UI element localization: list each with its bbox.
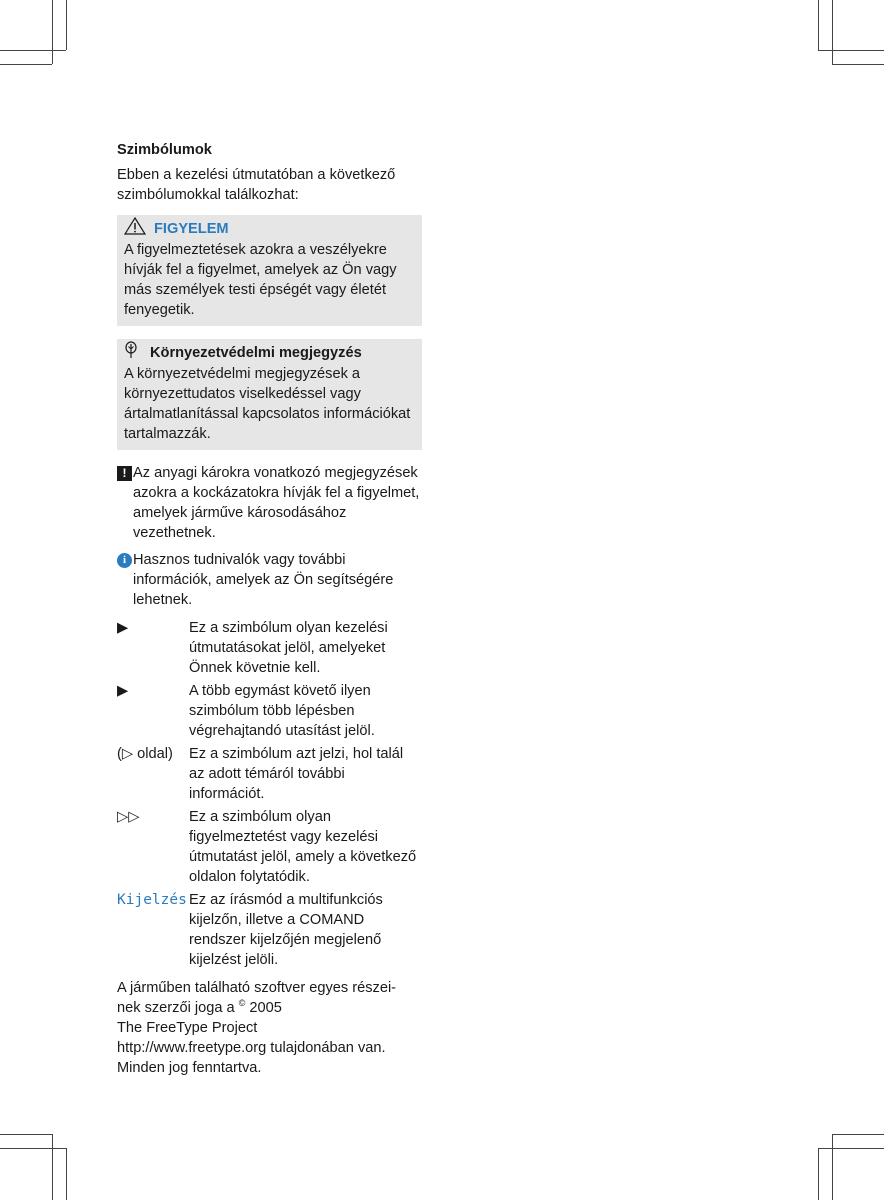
symbol-row: [117, 890, 422, 970]
symbol-instruction: ▶: [117, 683, 129, 699]
intro-text: Ebben a kezelési útmutatóban a következő szimbólumokkal találkozhat:: [117, 167, 396, 203]
crop-mark: [0, 1134, 52, 1135]
crop-mark: [52, 0, 53, 64]
page-content: [117, 140, 422, 1078]
crop-mark: [0, 64, 52, 65]
crop-mark: [832, 0, 833, 64]
symbol-continued: ▷▷: [117, 809, 140, 825]
copyright-symbol: ©: [238, 998, 246, 1008]
symbol-row: [117, 807, 422, 887]
info-note: [117, 550, 422, 610]
symbol-instruction: ▶: [117, 620, 129, 636]
copyright-line: Minden jog fenntartva.: [117, 1060, 262, 1076]
crop-mark: [66, 0, 67, 50]
copyright-line: [117, 998, 422, 1018]
crop-mark: [832, 1134, 833, 1200]
section-heading: Szimbólumok: [117, 142, 212, 158]
crop-mark: [818, 1148, 819, 1200]
info-icon: i: [117, 553, 132, 568]
symbol-description: A több egymást követő ilyen szimbólum több lépésben végrehajtandó utasítást jelöl.: [189, 683, 375, 739]
copyright-line: A járműben található szoftver egyes részei-: [117, 980, 397, 996]
symbol-description: Ez az írásmód a multifunkciós kijelzőn, illetve a COMAND rendszer kijelzőjén megjelenő kijelzést jelöli.: [189, 892, 383, 968]
symbol-row: [117, 681, 422, 741]
warning-title: FIGYELEM: [154, 221, 229, 237]
crop-mark: [818, 50, 884, 51]
environment-box: [117, 339, 422, 450]
warning-text: A figyelmeztetések azokra a veszélyekre hívják fel a figyelmet, amelyek az Ön vagy más személyek testi épségét vagy életét fenyegetik.: [124, 242, 397, 318]
exclamation-icon: !: [117, 466, 132, 481]
crop-mark: [832, 1134, 884, 1135]
symbol-description: Ez a szimbólum olyan figyelmeztetést vagy kezelési útmutatást jelöl, amely a következő oldalon folytatódik.: [189, 809, 417, 885]
info-text: Hasznos tudnivalók vagy további információk, amelyek az Ön segítségére lehetnek.: [133, 552, 394, 608]
crop-mark: [52, 1134, 53, 1200]
symbol-description: Ez a szimbólum olyan kezelési útmutatásokat jelöl, amelyeket Önnek követnie kell.: [189, 620, 388, 676]
warning-box: [117, 215, 422, 326]
symbol-row: [117, 744, 422, 804]
material-damage-text: Az anyagi károkra vonatkozó megjegyzések azokra a kockázatokra hívják fel a figyelmet, amelyek járműve károsodásához vezethetnek.: [133, 465, 420, 541]
copyright-notice: [117, 978, 422, 1078]
crop-mark: [66, 1148, 67, 1200]
warning-triangle-icon: [124, 217, 146, 241]
crop-mark: [832, 64, 884, 65]
crop-mark: [818, 1148, 884, 1149]
crop-mark: [0, 50, 66, 51]
copyright-text: nek szerzői joga a: [117, 1000, 235, 1016]
symbol-page-reference: (▷ oldal): [117, 746, 173, 762]
copyright-year: 2005: [249, 1000, 282, 1016]
environment-text: A környezetvédelmi megjegyzések a környezettudatos viselkedéssel vagy ártalmatlanítással kapcsolatos információkat tartalmazzák.: [124, 366, 411, 442]
symbol-display: Kijelzés: [117, 892, 187, 908]
copyright-line: http://www.freetype.org tulajdonában van.: [117, 1040, 386, 1056]
crop-mark: [818, 0, 819, 50]
environment-title: Környezetvédelmi megjegyzés: [150, 345, 362, 361]
leaf-icon: [124, 341, 138, 365]
material-damage-note: [117, 463, 422, 543]
crop-mark: [0, 1148, 66, 1149]
copyright-line: The FreeType Project: [117, 1020, 258, 1036]
symbol-row: [117, 618, 422, 678]
symbol-description: Ez a szimbólum azt jelzi, hol talál az adott témáról további információt.: [189, 746, 404, 802]
